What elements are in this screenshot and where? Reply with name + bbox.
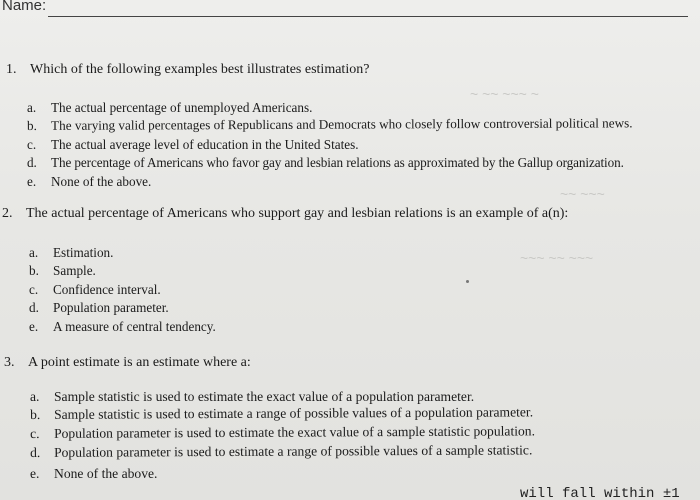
question-text: Which of the following examples best illustrates estimation?	[30, 62, 370, 77]
bleed-through-text: ~~~ ~~ ~~~	[520, 250, 594, 266]
option-letter: e.	[29, 319, 39, 334]
question-number: 2.	[2, 206, 13, 221]
option-text: The percentage of Americans who favor gay and lesbian relations as approximated by the Gallup organization.	[51, 155, 624, 170]
option-letter: e.	[30, 466, 40, 481]
question-number: 1.	[6, 62, 17, 77]
option-text: The varying valid percentages of Republicans and Democrats who closely follow controversial political news.	[50, 115, 633, 133]
option-text: Sample statistic is used to estimate the exact value of a population parameter.	[54, 389, 475, 404]
option-text: The actual average level of education in the United States.	[51, 137, 359, 152]
option-letter: c.	[30, 425, 40, 441]
option-letter: a.	[27, 100, 37, 115]
option-letter: b.	[30, 406, 41, 422]
option-text: A measure of central tendency.	[53, 319, 216, 334]
pen-mark	[466, 280, 469, 283]
bleed-through-text: ~~ ~~~	[560, 186, 605, 202]
name-underline	[48, 16, 688, 17]
option-text: Sample.	[53, 263, 96, 278]
option-text: The actual percentage of unemployed Americans.	[51, 100, 313, 115]
option-letter: d.	[30, 444, 41, 460]
option-letter: b.	[29, 263, 39, 278]
option-letter: d.	[27, 155, 37, 170]
bleed-through-text: ~ ~~ ~~~ ~	[470, 86, 539, 102]
option-text: Population parameter is used to estimate the exact value of a sample statistic population.	[53, 423, 536, 441]
name-label: Name:	[2, 0, 47, 14]
option-letter: e.	[27, 174, 37, 189]
option-text: Population parameter.	[53, 300, 169, 315]
option-text: None of the above.	[51, 174, 152, 189]
option-letter: a.	[29, 245, 39, 260]
option-text: Estimation.	[53, 245, 114, 260]
option-text: None of the above.	[54, 466, 158, 481]
option-text: Sample statistic is used to estimate a range of possible values of a population parameter.	[53, 404, 534, 422]
question-text: The actual percentage of Americans who support gay and lesbian relations is an example of a(n):	[26, 206, 569, 221]
option-letter: c.	[27, 137, 37, 152]
option-letter: d.	[29, 300, 39, 315]
question-text: A point estimate is an estimate where a:	[28, 355, 251, 370]
option-letter: a.	[30, 389, 40, 404]
cut-off-text: will fall within ±1	[520, 486, 680, 500]
option-text: Population parameter is used to estimate a range of possible values of a sample statistic.	[53, 442, 533, 460]
question-number: 3.	[4, 355, 15, 370]
option-letter: b.	[27, 117, 37, 133]
option-letter: c.	[29, 282, 39, 297]
option-text: Confidence interval.	[53, 282, 161, 297]
